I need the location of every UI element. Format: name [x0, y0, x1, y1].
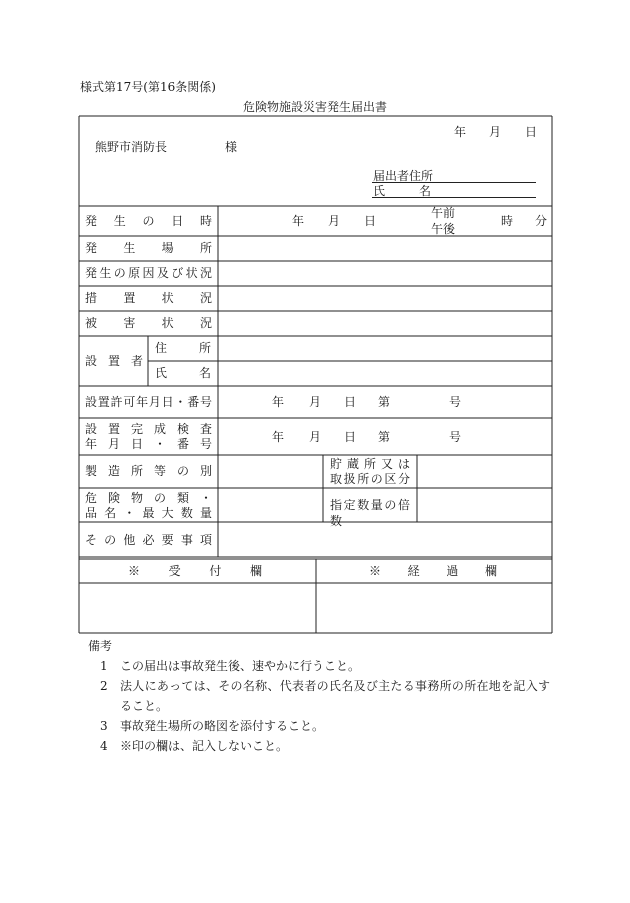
facility-type-label: 製造所等の別 [85, 464, 212, 478]
permit-go-label: 号 [449, 395, 462, 409]
form-number: 様式第17号(第16条関係) [80, 80, 216, 94]
note-number: 2 [100, 679, 108, 693]
reception-header: ※受付欄 [128, 564, 262, 578]
dt-month-label: 月 [328, 214, 341, 228]
date-day-label: 日 [525, 125, 538, 139]
installer-address-label: 住所 [155, 341, 211, 355]
storage-label-line2: 取扱所の区分 [330, 472, 410, 486]
note-number: 4 [100, 739, 108, 753]
applicant-name-label-2: 名 [419, 184, 432, 198]
occurrence-datetime-label: 発生の日時 [85, 214, 212, 228]
notes-heading: 備考 [88, 639, 113, 653]
am-label: 午前 [431, 206, 456, 220]
applicant-name-label-1: 氏 [373, 184, 386, 198]
storage-label-line1: 貯蔵所又は [330, 457, 410, 471]
dt-year-label: 年 [292, 214, 305, 228]
completion-label-line1: 設置完成検査 [85, 422, 212, 436]
other-label: その他必要事項 [85, 533, 212, 547]
location-label: 発生場所 [85, 241, 212, 255]
permit-dai-label: 第 [378, 395, 391, 409]
permit-date-no-label: 設置許可年月日・番号 [85, 395, 212, 409]
note-text: 事故発生場所の略図を添付すること。 [120, 719, 325, 733]
document-title: 危険物施設災害発生届出書 [242, 100, 387, 114]
comp-day-label: 日 [344, 430, 357, 444]
note-item [80, 736, 550, 756]
notes-section [80, 636, 550, 756]
comp-month-label: 月 [309, 430, 322, 444]
cause-label: 発生の原因及び状況 [85, 266, 212, 280]
date-month-label: 月 [489, 125, 502, 139]
date-year-label: 年 [454, 125, 467, 139]
note-number: 3 [100, 719, 108, 733]
progress-header: ※経過欄 [369, 564, 497, 578]
applicant-address-line [372, 182, 536, 183]
note-item [80, 656, 550, 676]
note-text: 法人にあっては、その名称、代表者の氏名及び主たる事務所の所在地を記入すること。 [120, 679, 550, 713]
comp-go-label: 号 [449, 430, 462, 444]
permit-year-label: 年 [272, 395, 285, 409]
note-item [80, 716, 550, 736]
installer-label: 設置者 [85, 354, 143, 368]
note-text: この届出は事故発生後、速やかに行うこと。 [120, 659, 361, 673]
note-text: ※印の欄は、記入しないこと。 [120, 739, 289, 753]
addressee: 熊野市消防長 [95, 140, 168, 154]
minute-label: 分 [535, 214, 548, 228]
installer-name-label: 氏名 [155, 366, 211, 380]
permit-month-label: 月 [309, 395, 322, 409]
hazmat-label-line1: 危険物の類・ [85, 491, 212, 505]
multiple-label: 指定数量の倍数 [330, 498, 410, 528]
completion-label-line2: 年月日・番号 [85, 437, 212, 451]
comp-year-label: 年 [272, 430, 285, 444]
applicant-name-line [372, 197, 536, 198]
pm-label: 午後 [431, 222, 456, 236]
hazmat-label-line2: 品名・最大数量 [85, 506, 212, 520]
honorific: 様 [225, 140, 238, 154]
note-item [80, 676, 550, 716]
hour-label: 時 [501, 214, 514, 228]
measures-label: 措置状況 [85, 291, 212, 305]
applicant-address-label: 届出者住所 [373, 169, 434, 183]
damage-label: 被害状況 [85, 316, 212, 330]
permit-day-label: 日 [344, 395, 357, 409]
comp-dai-label: 第 [378, 430, 391, 444]
note-number: 1 [100, 659, 108, 673]
dt-day-label: 日 [364, 214, 377, 228]
